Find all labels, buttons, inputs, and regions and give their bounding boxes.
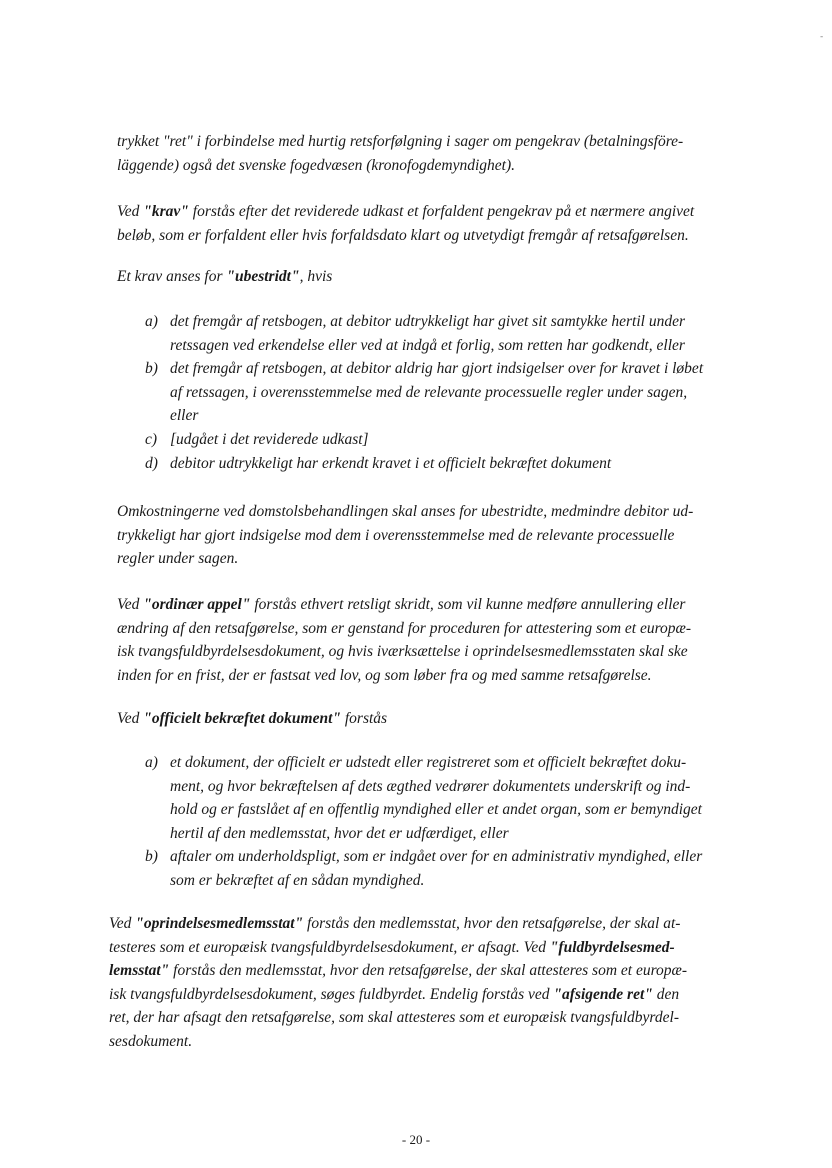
ubestridt-text-post: , hvis	[299, 268, 333, 285]
ordinaer-line-4: inden for en frist, der er fastsat ved lov, og som løber fra og med samme retsafgørelse.	[117, 666, 652, 684]
list-line: som er bekræftet af en sådan myndighed.	[170, 871, 425, 889]
list-line: eller	[170, 407, 199, 424]
oprindelse-line-2	[109, 936, 737, 960]
list-line: det fremgår af retsbogen, at debitor aldrig har gjort indsigelser over for kravet i løbet	[170, 360, 704, 377]
oprindelse-text: den	[652, 985, 680, 1003]
oprindelse-text: forstås den medlemsstat, hvor den retsafgørelse, der skal attesteres som et europæ-	[169, 962, 688, 979]
ordinaer-text-post: forstås ethvert retsligt skridt, som vil kunne medføre annullering eller	[250, 596, 686, 613]
list-line: aftaler om underholdspligt, som er indgået over for en administrativ myndighed, eller	[170, 848, 703, 865]
intro-line-2: läggende) også det svenske fogedvæsen (kronofogdemyndighet).	[117, 156, 516, 174]
list-line: [udgået i det reviderede udkast]	[170, 431, 369, 448]
list-item-text	[170, 310, 685, 357]
fuldbyrdelse-term: "fuldbyrdelsesmed-	[549, 938, 675, 956]
list-item-text	[170, 452, 611, 476]
ubestridt-text-pre: Et krav anses for	[117, 268, 227, 285]
list-line: hold og er fastslået af en offentlig myndighed eller et andet organ, som er bemyndiget	[170, 801, 702, 818]
omkostninger-paragraph	[117, 500, 745, 571]
krav-term: "krav"	[143, 203, 189, 220]
ordinaer-appel-paragraph	[117, 593, 745, 687]
oprindelse-text: isk tvangsfuldbyrdelsesdokument, søges fuldbyrdet. Endelig forstås ved	[109, 985, 554, 1003]
list-line: retssagen ved erkendelse eller ved at indgå et forlig, som retten har godkendt, eller	[170, 336, 685, 354]
list-line: det fremgår af retsbogen, at debitor udtrykkeligt har givet sit samtykke hertil under	[170, 313, 685, 330]
page-number: - 20 -	[401, 1132, 431, 1147]
list-line: ment, og hvor bekræftelsen af dets ægthed vedrører dokumentets underskrift og ind-	[170, 777, 691, 795]
scan-mark: -	[820, 32, 824, 42]
list-item-text	[170, 357, 703, 428]
oprindelse-line-3	[109, 959, 737, 983]
list-item-text	[170, 428, 369, 452]
ordinaer-line-1	[117, 593, 745, 617]
krav-text-pre: Ved	[117, 203, 144, 220]
list-line: af retssagen, i overensstemmelse med de relevante processuelle regler under sagen,	[170, 383, 688, 401]
krav-line-1	[117, 200, 745, 224]
ubestridt-term: "ubestridt"	[226, 268, 300, 285]
oprindelse-line-4	[109, 983, 737, 1007]
ordinaer-term: "ordinær appel"	[143, 596, 251, 613]
list-item-text	[170, 751, 702, 845]
ubestridt-line	[117, 265, 745, 289]
officielt-text-post: forstås	[341, 710, 388, 727]
intro-paragraph	[117, 130, 745, 177]
ubestridt-paragraph	[117, 265, 745, 289]
oprindelse-text: Ved	[109, 915, 136, 932]
krav-text-post: forstås efter det reviderede udkast et forfaldent pengekrav på et nærmere angivet	[188, 203, 695, 220]
list-line: et dokument, der officielt er udstedt eller registreret som et officielt bekræftet doku-	[170, 754, 687, 771]
oprindelse-text: forstås den medlemsstat, hvor den retsafgørelse, der skal at-	[303, 915, 681, 932]
officielt-line	[117, 707, 745, 731]
intro-line-1: trykket "ret" i forbindelse med hurtig retsforfølgning i sager om pengekrav (betalningsföre-	[117, 133, 684, 150]
fuldbyrdelse-term: lemsstat"	[109, 962, 170, 979]
ordinaer-text-pre: Ved	[117, 596, 144, 613]
officielt-text-pre: Ved	[117, 710, 144, 727]
omkostninger-line-3: regler under sagen.	[117, 550, 239, 567]
list-marker: c)	[145, 431, 158, 448]
list-marker: d)	[145, 455, 158, 472]
oprindelse-line-1	[109, 912, 737, 936]
oprindelse-line-6: sesdokument.	[109, 1032, 193, 1050]
list-marker: b)	[145, 360, 158, 377]
oprindelse-paragraph	[109, 912, 737, 1053]
oprindelse-line-5: ret, der har afsagt den retsafgørelse, som skal attesteres som et europæisk tvangsfuldbyrdel-	[109, 1009, 679, 1026]
omkostninger-line-1: Omkostningerne ved domstolsbehandlingen skal anses for ubestridte, medmindre debitor ud-	[117, 503, 694, 520]
oprindelse-term: "oprindelsesmedlemsstat"	[135, 915, 304, 932]
krav-line-2: beløb, som er forfaldent eller hvis forfaldsdato klart og utvetydigt fremgår af retsafgørelsen.	[117, 226, 689, 244]
list-marker: a)	[145, 313, 158, 330]
ordinaer-line-3: isk tvangsfuldbyrdelsesdokument, og hvis iværksættelse i oprindelsesmedlemsstaten skal ske	[117, 643, 688, 660]
officielt-paragraph	[117, 707, 745, 731]
afsigende-term: "afsigende ret"	[553, 985, 653, 1003]
list-line: debitor udtrykkeligt har erkendt kravet i et officielt bekræftet dokument	[170, 455, 612, 472]
omkostninger-line-2: trykkeligt har gjort indsigelse mod dem i overensstemmelse med de relevante processuelle	[117, 526, 675, 544]
oprindelse-text: testeres som et europæisk tvangsfuldbyrdelsesdokument, er afsagt. Ved	[109, 938, 550, 956]
list-item-text	[170, 845, 702, 892]
officielt-term: "officielt bekræftet dokument"	[143, 710, 341, 727]
list-marker: a)	[145, 754, 158, 771]
krav-paragraph	[117, 200, 745, 247]
list-marker: b)	[145, 848, 158, 865]
ordinaer-line-2: ændring af den retsafgørelse, som er genstand for proceduren for attestering som et europæ-	[117, 619, 692, 637]
list-line: hertil af den medlemsstat, hvor det er udfærdiget, eller	[170, 824, 509, 842]
